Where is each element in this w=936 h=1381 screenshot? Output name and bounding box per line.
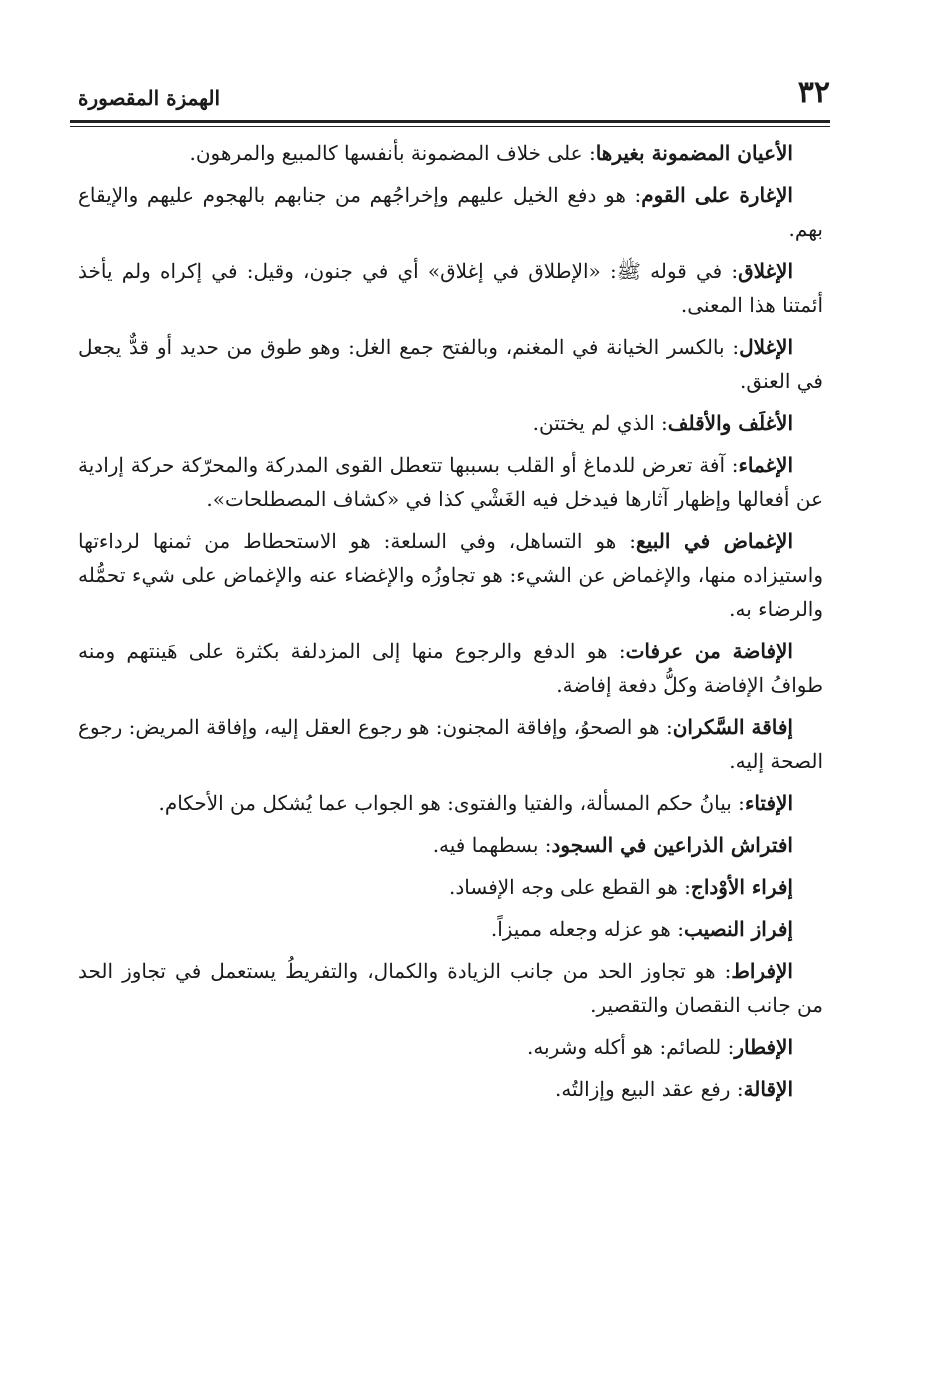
glossary-entry xyxy=(78,828,823,862)
glossary-entry xyxy=(78,1030,823,1064)
entry-term: الإغارة على القوم xyxy=(641,183,793,207)
entry-term: الإغماء xyxy=(738,453,793,477)
glossary-entry xyxy=(78,870,823,904)
glossary-entry xyxy=(78,786,823,820)
entry-term: الإقالة xyxy=(743,1077,793,1101)
glossary-entry xyxy=(78,710,823,778)
header-rule-thin xyxy=(70,126,830,127)
entry-definition: : في قوله ﷺ: «الإطلاق في إغلاق» أي في جنون، وقيل: في إكراه ولم يأخذ أئمتنا هذا المعنى. xyxy=(78,259,823,317)
entry-definition: : رفع عقد البيع وإزالتُه. xyxy=(554,1077,744,1101)
glossary-entry xyxy=(78,406,823,440)
glossary-entry xyxy=(78,136,823,170)
entry-definition: : هو القطع على وجه الإفساد. xyxy=(449,875,691,899)
entry-term: الإفتاء xyxy=(744,791,793,815)
glossary-entry xyxy=(78,178,823,246)
entry-term: الإغماض في البيع xyxy=(636,529,794,553)
entry-term: الأغلَف والأقلف xyxy=(667,411,793,435)
page-number: ٣٢ xyxy=(797,75,830,110)
entry-definition: : هو عزله وجعله مميزاً. xyxy=(490,917,684,941)
entry-definition: : آفة تعرض للدماغ أو القلب بسببها تتعطل القوى المدركة والمحرّكة حركة إرادية عن أفعالها وإظهار آثارها فيدخل فيه الغَشْي كذا في «كشاف المصطلحات». xyxy=(78,453,823,511)
entry-definition: : للصائم: هو أكله وشربه. xyxy=(526,1035,735,1059)
glossary-entry xyxy=(78,912,823,946)
entry-term: افتراش الذراعين في السجود xyxy=(551,833,793,857)
entry-term: إفراز النصيب xyxy=(683,917,793,941)
entry-term: الإفطار xyxy=(734,1035,793,1059)
glossary-entry xyxy=(78,448,823,516)
running-title: الهمزة المقصورة xyxy=(78,86,221,110)
entry-definition: : هو تجاوز الحد من جانب الزيادة والكمال، والتفريطُ يستعمل في تجاوز الحد من جانب النقصان والتقصير. xyxy=(78,959,823,1017)
entry-definition: : بسطهما فيه. xyxy=(432,833,552,857)
header-rule-thick xyxy=(70,120,830,123)
glossary-entry xyxy=(78,954,823,1022)
glossary-entries xyxy=(78,136,823,1114)
entry-term: الإفاضة من عرفات xyxy=(625,639,793,663)
entry-definition: : على خلاف المضمونة بأنفسها كالمبيع والمرهون. xyxy=(189,141,596,165)
entry-definition: : هو الصحوُ، وإفاقة المجنون: هو رجوع العقل إليه، وإفاقة المريض: رجوع الصحة إليه. xyxy=(78,715,823,773)
entry-definition: : هو التساهل، وفي السلعة: هو الاستحطاط من ثمنها لرداءتها واستيزاده منها، والإغماض عن الشيء: هو تجاوزُه والإغضاء عنه والإغماض على شيء تحمُّله والرضاء به. xyxy=(78,529,823,621)
entry-definition: : هو الدفع والرجوع منها إلى المزدلفة بكثرة على هَينتهم ومنه طوافُ الإفاضة وكلُّ دفعة إفاضة. xyxy=(78,639,823,697)
entry-definition: : بالكسر الخيانة في المغنم، وبالفتح جمع الغل: وهو طوق من حديد أو قدٌّ يجعل في العنق. xyxy=(78,335,823,393)
glossary-entry xyxy=(78,524,823,626)
entry-term: إفراء الأوْداج xyxy=(690,875,793,899)
entry-definition: : الذي لم يختتن. xyxy=(532,411,668,435)
glossary-entry xyxy=(78,330,823,398)
entry-definition: : هو دفع الخيل عليهم وإخراجُهم من جنابهم بالهجوم عليهم والإيقاع بهم. xyxy=(78,183,823,241)
entry-term: إفاقة السَّكران xyxy=(672,715,793,739)
glossary-entry xyxy=(78,254,823,322)
glossary-entry xyxy=(78,634,823,702)
entry-term: الإفراط xyxy=(731,959,793,983)
entry-term: الإغلال xyxy=(739,335,793,359)
glossary-entry xyxy=(78,1072,823,1106)
page-header xyxy=(70,70,830,120)
entry-definition: : بيانُ حكم المسألة، والفتيا والفتوى: هو الجواب عما يُشكل من الأحكام. xyxy=(158,791,745,815)
entry-term: الإغلاق xyxy=(738,259,793,283)
entry-term: الأعيان المضمونة بغيرها xyxy=(595,141,793,165)
